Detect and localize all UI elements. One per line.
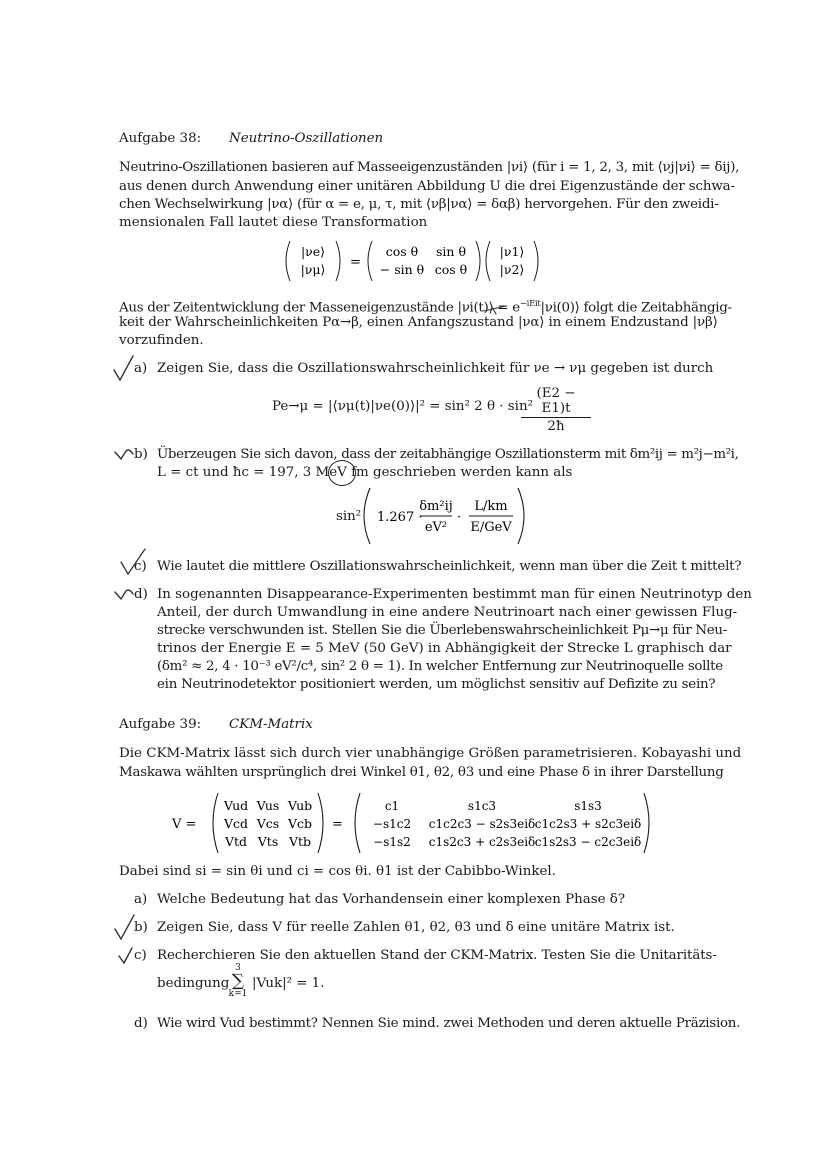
ex38-after-line-2: keit der Wahrscheinlichkeiten Pα→β, einen Anfangszustand |να⟩ in einem Endzustand |νβ⟩: [119, 315, 718, 330]
exercise-38-title: Neutrino-Oszillationen: [229, 131, 384, 146]
fraction-numerator: (E2 − E1)t: [521, 386, 591, 418]
item-38b-key: b): [134, 447, 148, 462]
item-39b-text: Zeigen Sie, dass V für reelle Zahlen θ1, θ2, θ3 und δ eine unitäre Matrix ist.: [157, 920, 675, 935]
item-39c-line-1: Recherchieren Sie den aktuellen Stand der CKM-Matrix. Testen Sie die Unitaritäts-: [157, 948, 717, 963]
item-38b-line-1: Überzeugen Sie sich davon, dass der zeitabhängige Oszillationsterm mit δm²ij = m²j−m²i,: [157, 447, 739, 462]
ckm-tb: Vtb: [288, 834, 312, 849]
ckm-cb: Vcb: [287, 816, 313, 831]
item-38a-text: Zeigen Sie, dass die Oszillationswahrscheinlichkeit für νe → νμ gegeben ist durch: [157, 361, 714, 376]
nu-mu-ket: |νμ⟩: [300, 262, 326, 277]
item-38d-line-4: trinos der Energie E = 5 MeV (50 GeV) in Abhängigkeit der Strecke L graphisch dar: [157, 641, 732, 656]
formula-fraction: [521, 386, 591, 434]
ckm-ts: Vts: [257, 834, 279, 849]
rot-11: cos θ: [385, 244, 419, 259]
fraction-1-numerator: δm²ij: [419, 499, 453, 514]
item-39c-key: c): [134, 948, 147, 963]
check-mark-39c: [117, 946, 135, 966]
coefficient: 1.267 ·: [377, 510, 423, 525]
fraction-2-denominator: E/GeV: [470, 520, 512, 535]
sum-symbol: 3 ∑ k=1: [228, 963, 248, 999]
sum-expression: |Vuk|² = 1.: [252, 976, 325, 991]
item-38d-line-3: strecke verschwunden ist. Stellen Sie die Überlebenswahrscheinlichkeit Pμ→μ für Neu-: [157, 623, 727, 638]
ckm-ub: Vub: [287, 798, 313, 813]
equals: =: [332, 817, 343, 832]
exponent-pencil-mark: [482, 303, 508, 315]
rot-21: − sin θ: [379, 262, 425, 277]
param-13: s1s3: [574, 799, 602, 813]
ckm-ud: Vud: [223, 798, 249, 813]
check-mark-38a: [112, 354, 136, 384]
item-39d-text: Wie wird Vud bestimmt? Nennen Sie mind. zwei Methoden und deren aktuelle Präzision.: [157, 1016, 741, 1031]
fraction-1-denominator: eV²: [424, 520, 448, 535]
item-39a-text: Welche Bedeutung hat das Vorhandensein einer komplexen Phase δ?: [157, 892, 626, 907]
nu-1-ket: |ν1⟩: [499, 244, 525, 259]
param-12: s1c3: [467, 799, 497, 813]
exercise-39-label: Aufgabe 39:: [119, 717, 202, 732]
multiply-dot: ·: [457, 510, 462, 525]
rot-12: sin θ: [436, 244, 466, 259]
ex38-intro-line-1: Neutrino-Oszillationen basieren auf Masseeigenzuständen |νi⟩ (für i = 1, 2, 3, mit ⟨νj|νi⟩ = δij),: [119, 160, 740, 175]
ckm-cs: Vcs: [256, 816, 280, 831]
ex38-intro-line-3: chen Wechselwirkung |να⟩ (für α = e, μ, τ, mit ⟨νβ|να⟩ = δαβ) hervorgehen. Für den zweidi-: [119, 197, 719, 212]
item-38d-line-1: In sogenannten Disappearance-Experimenten bestimmt man für einen Neutrinotyp den: [157, 587, 752, 602]
param-21: −s1c2: [372, 817, 412, 831]
param-33: c1s2s3 − c2c3eiδ: [534, 835, 642, 849]
v-equals: V =: [172, 817, 197, 832]
oscillation-term-formula: [360, 486, 530, 546]
nu-e-ket: |νe⟩: [300, 244, 326, 259]
item-38b-line-2: L = ct und ħc = 197, 3 MeV fm geschrieben werden kann als: [157, 465, 573, 480]
ex38-intro-line-4: mensionalen Fall lautet diese Transformation: [119, 215, 428, 230]
param-22: c1c2c3 − s2s3eiδ: [428, 817, 536, 831]
ex39-note: Dabei sind si = sin θi und ci = cos θi. θ1 ist der Cabibbo-Winkel.: [119, 864, 556, 879]
param-11: c1: [384, 799, 400, 813]
item-39a-key: a): [134, 892, 148, 907]
ex39-intro-line-2: Maskawa wählten ursprünglich drei Winkel θ1, θ2, θ3 und eine Phase δ in ihrer Darstellung: [119, 765, 724, 780]
tilde-mark-38b: [113, 448, 135, 462]
ckm-matrix-equation: [170, 790, 660, 856]
ex39-intro-line-1: Die CKM-Matrix lässt sich durch vier unabhängige Größen parametrisieren. Kobayashi und: [119, 746, 742, 761]
ckm-us: Vus: [256, 798, 280, 813]
svg-text:=: =: [350, 255, 361, 270]
param-23: c1c2s3 + s2c3eiδ: [534, 817, 642, 831]
exercise-39-title: CKM-Matrix: [229, 717, 313, 732]
check-mark-38c: [118, 547, 148, 577]
nu-2-ket: |ν2⟩: [499, 262, 525, 277]
sin-squared-label: sin²: [336, 509, 362, 524]
item-39d-key: d): [134, 1016, 148, 1031]
formula-p-e-mu: Pe→μ = |⟨νμ(t)|νe(0)⟩|² = sin² 2 θ · sin²: [272, 399, 533, 414]
item-38c-key: c): [134, 559, 147, 574]
rotation-matrix-equation: [280, 238, 550, 284]
item-38c-text: Wie lautet die mittlere Oszillationswahrscheinlichkeit, wenn man über die Zeit t mittelt?: [157, 559, 742, 574]
fm-circle-mark: [328, 460, 356, 486]
param-31: −s1s2: [373, 835, 411, 849]
check-mark-39b: [113, 913, 137, 943]
ckm-cd: Vcd: [223, 816, 249, 831]
fraction-denominator: 2ħ: [547, 419, 565, 434]
ex38-after-line-3: vorzufinden.: [119, 333, 204, 348]
param-32: c1s2c3 + c2s3eiδ: [428, 835, 536, 849]
item-38d-line-6: ein Neutrinodetektor positioniert werden, um möglichst sensitiv auf Defizite zu sein?: [157, 677, 716, 692]
tilde-mark-38d: [113, 588, 135, 602]
fraction-2-numerator: L/km: [474, 499, 508, 514]
item-39b-key: b): [134, 920, 148, 935]
ex38-after-line-1a: Aus der Zeitentwicklung der Masseneigenzustände |νi(t)⟩ = $e^{-iEit}|\nu i(0)⟩$ folgt die Zeitabhängig-: [119, 299, 732, 316]
exponent: −iEit: [519, 299, 541, 309]
item-38d-line-2: Anteil, der durch Umwandlung in eine andere Neutrinoart nach einer gewissen Flug-: [157, 605, 738, 620]
item-38a-key: a): [134, 361, 148, 376]
item-38d-key: d): [134, 587, 148, 602]
ckm-td: Vtd: [224, 834, 248, 849]
exercise-38-label: Aufgabe 38:: [119, 131, 202, 146]
item-38d-line-5: (δm² ≈ 2, 4 · 10⁻³ eV²/c⁴, sin² 2 θ = 1). In welcher Entfernung zur Neutrinoquelle sollte: [157, 659, 723, 674]
rot-22: cos θ: [434, 262, 468, 277]
ex38-intro-line-2: aus denen durch Anwendung einer unitären Abbildung U die drei Eigenzustände der schwa-: [119, 179, 735, 194]
item-39c-line-2: bedingung: [157, 976, 230, 991]
